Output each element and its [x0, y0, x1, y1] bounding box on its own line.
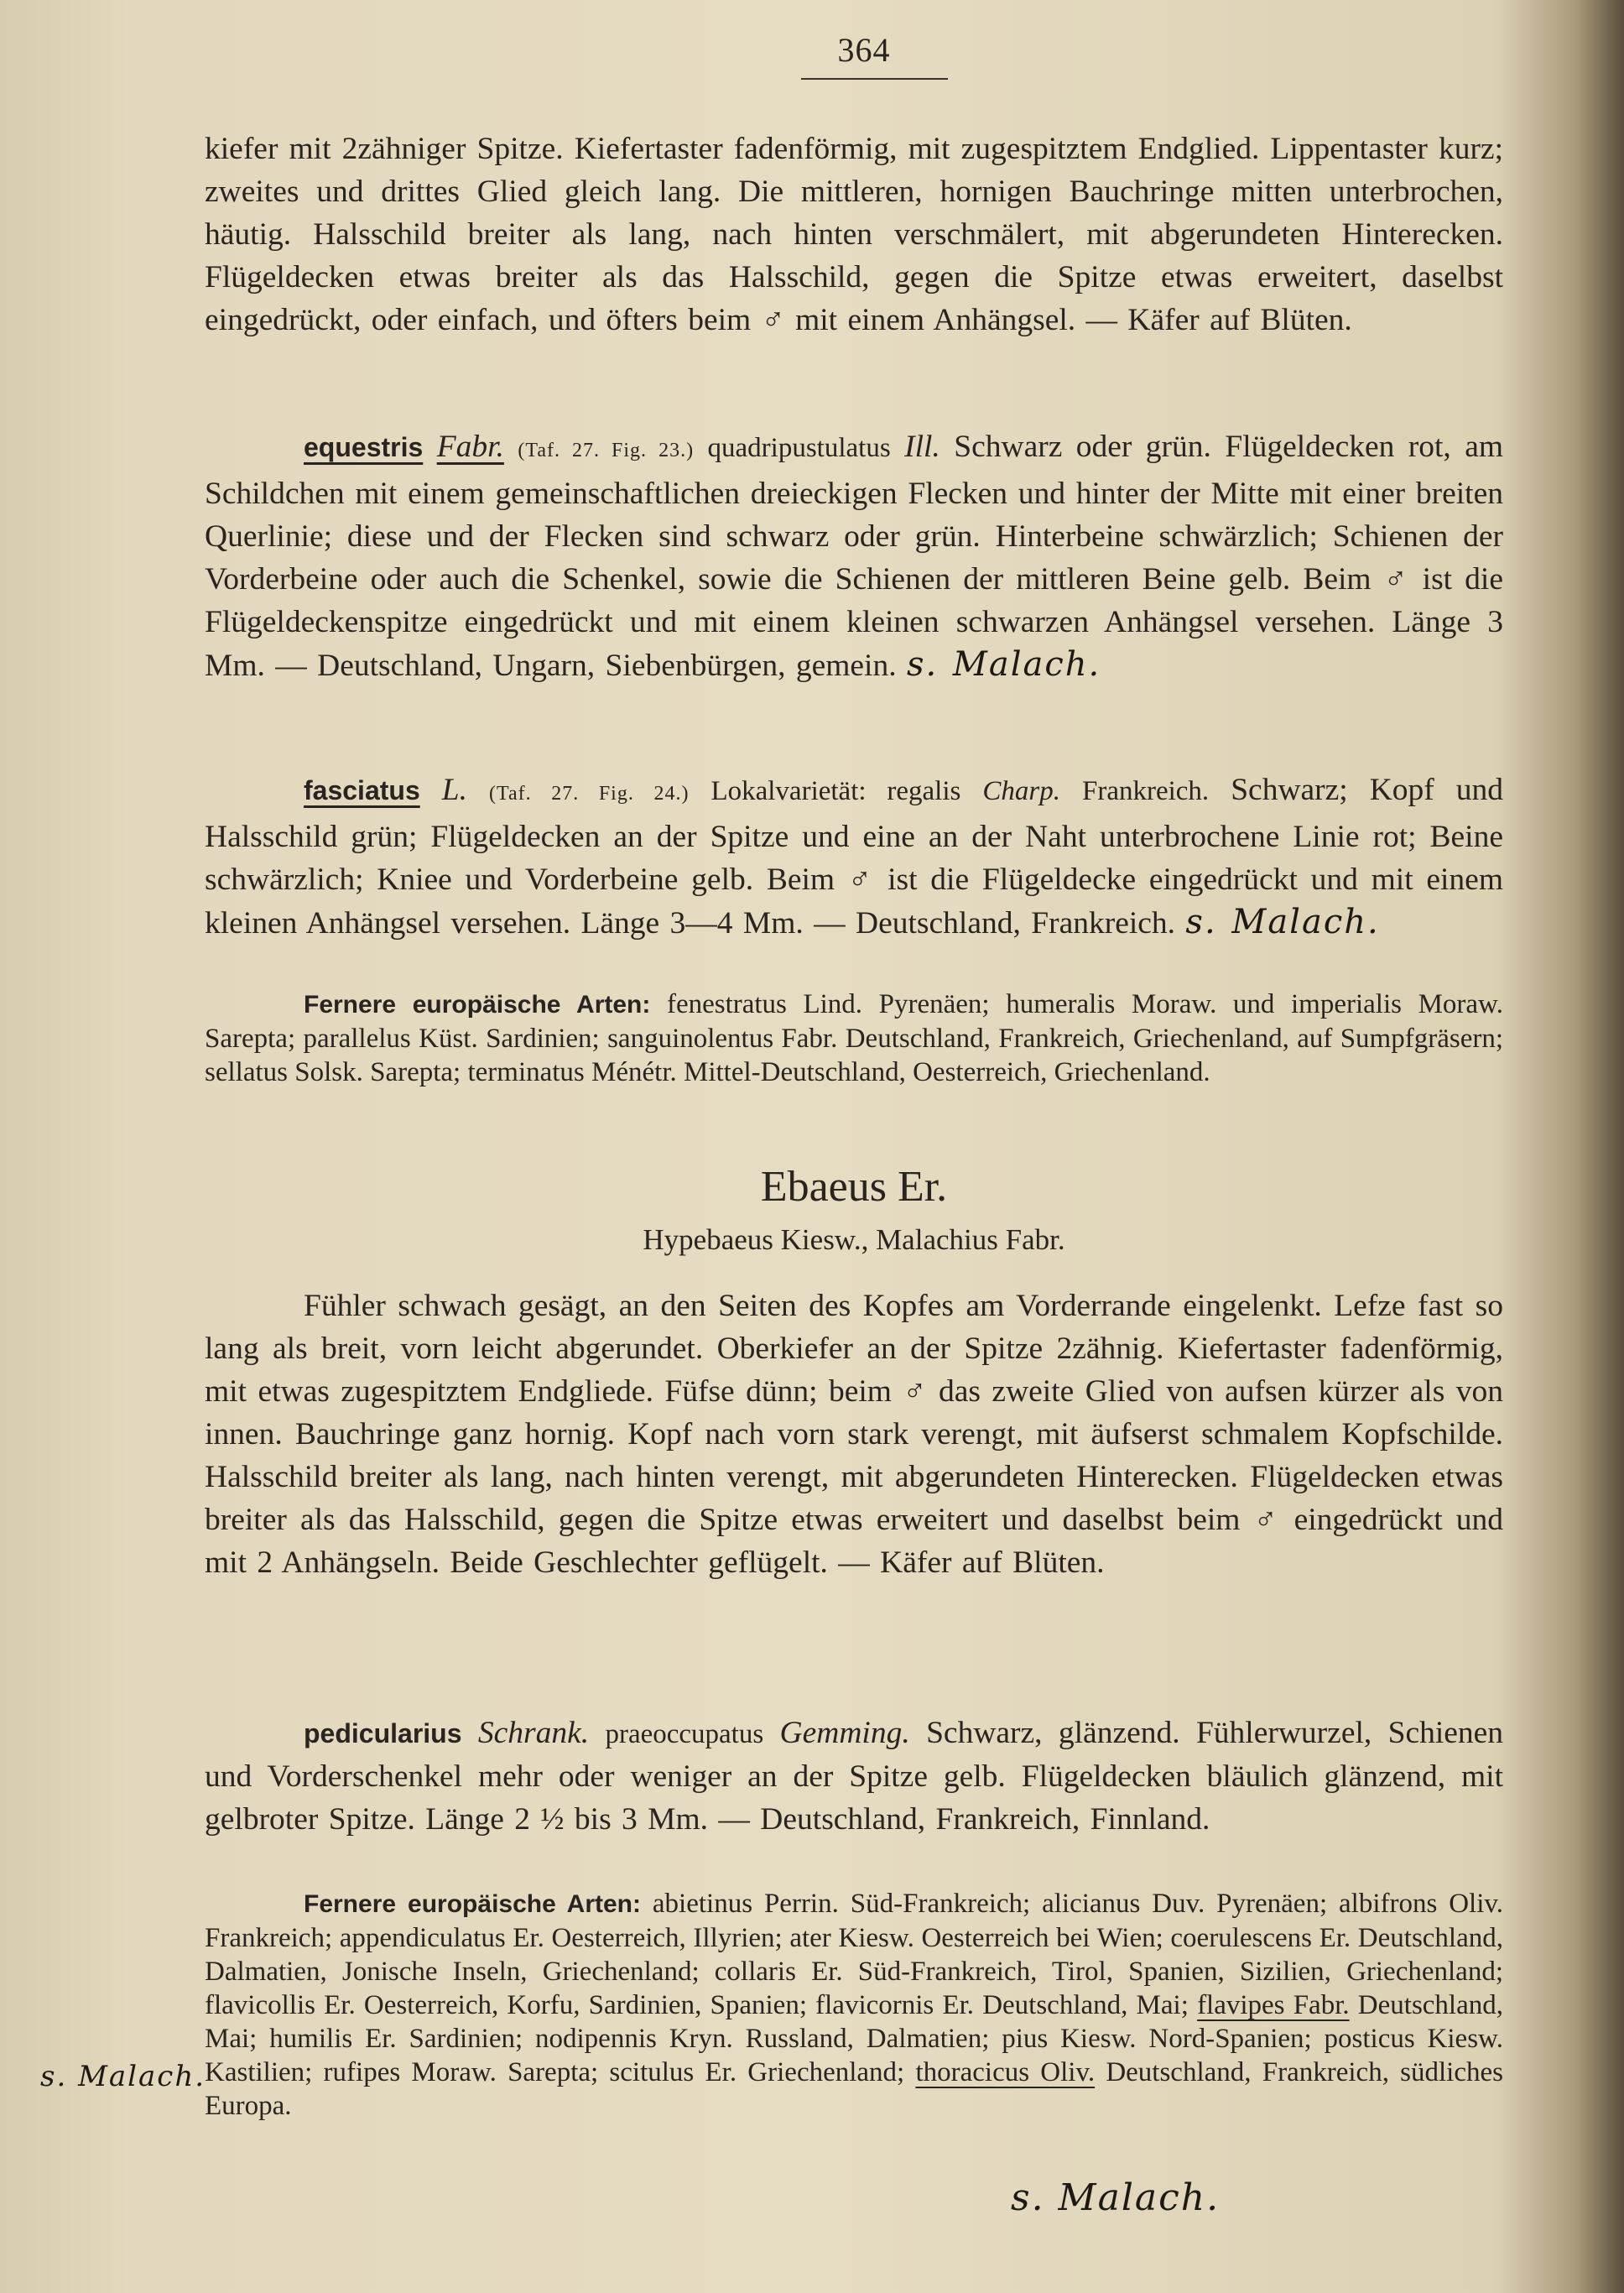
- genus-description: [205, 1285, 1503, 1584]
- handwritten-margin-note: s. Malach.: [40, 2060, 206, 2093]
- variety-location: Frankreich.: [1081, 776, 1210, 806]
- species-name: equestris: [304, 432, 424, 462]
- species-description: Schwarz; Kopf und Halsschild grün; Flügeldecken an der Spitze und eine an der Naht unterbrochene Linie rot; Beine schwärzlich; Kniee und Vorderbeine gelb. Beim ♂ ist die Flügeldecke eingedrückt und mit einem kleinen Anhängsel versehen. Länge 3—4 Mm. — Deutschland, Frankreich.: [205, 773, 1504, 941]
- variety-author: Charp.: [982, 776, 1060, 806]
- species-author: Fabr.: [436, 430, 504, 464]
- species-author: L.: [441, 773, 467, 807]
- underlined-species-thoracicus: thoracicus Oliv.: [915, 2057, 1096, 2087]
- genus-heading: Ebaeus Er.: [760, 1163, 948, 1211]
- other-species-list: fenestratus Lind. Pyrenäen; humeralis Moraw. und imperialis Moraw. Sarepta; parallelus Küst. Sardinien; sanguinolentus Fabr. Deutschland, Frankreich, Griechenland, auf Sumpfgräsern; sellatus Solsk. Sarepta; terminatus Ménétr. Mittel-Deutschland, Oesterreich, Griechenland.: [205, 989, 1503, 1087]
- variety-note: Lokalvarietät: regalis: [710, 776, 961, 806]
- other-species-list-cont: Deutschland, Mai; humilis Er. Sardinien; nodipennis Kryn. Russland, Dalmatien; pius Kiesw. Nord-Spanien; posticus Kiesw. Kastilien; rufipes Moraw. Sarepta; scitulus Er. Griechenland;: [205, 1990, 1503, 2087]
- other-species-1: [205, 988, 1503, 1089]
- species-name: pedicularius: [304, 1718, 462, 1748]
- handwritten-note: s. Malach.: [1185, 903, 1380, 941]
- handwritten-bottom-note: s. Malach.: [1011, 2176, 1221, 2219]
- plate-ref: (Taf. 27. Fig. 23.): [518, 440, 695, 461]
- species-author: Schrank.: [477, 1716, 590, 1750]
- other-species-2: [205, 1887, 1503, 2123]
- intro-paragraph: [205, 128, 1503, 341]
- synonym: praeoccupatus: [605, 1719, 764, 1749]
- genus-synonyms: Hypebaeus Kiesw., Malachius Fabr.: [643, 1223, 1065, 1256]
- genus-description-text: Fühler schwach gesägt, an den Seiten des Kopfes am Vorderrande eingelenkt. Lefze fast so lang als breit, vorn leicht abgerundet. Oberkiefer an der Spitze 2zähnig. Kiefertaster fadenförmig, mit etwas zugespitztem Endgliede. Füfse dünn; beim ♂ das zweite Glied von aufsen kürzer als von innen. Bauchringe ganz hornig. Kopf nach vorn stark verengt, mit äufserst schmalem Kopfschilde. Halsschild breiter als lang, nach hinten verengt, mit abgerundeten Hinterecken. Flügeldecken etwas breiter als das Halsschild, gegen die Spitze etwas erweitert und daselbst beim ♂ eingedrückt und mit 2 Anhängseln. Beide Geschlechter geflügelt. — Käfer auf Blüten.: [205, 1289, 1503, 1580]
- other-species-label: Fernere europäische Arten:: [304, 991, 651, 1019]
- handwritten-note: s. Malach.: [906, 645, 1101, 684]
- species-description: Schwarz, glänzend. Fühlerwurzel, Schienen und Vorderschenkel mehr oder weniger an der Spitze gelb. Flügeldecken bläulich glänzend, mit gelbroter Spitze. Länge 2 ½ bis 3 Mm. — Deutschland, Frankreich, Finnland.: [205, 1716, 1504, 1837]
- species-pedicularius: [205, 1712, 1503, 1841]
- other-species-label: Fernere europäische Arten:: [304, 1890, 641, 1918]
- other-species-list-end: Deutschland, Frankreich, südliches Europa.: [205, 2057, 1503, 2121]
- synonym: quadripustulatus: [707, 433, 891, 463]
- species-fasciatus: [205, 769, 1503, 945]
- other-species-list: abietinus Perrin. Süd-Frankreich; alicianus Duv. Pyrenäen; albifrons Oliv. Frankreich; appendiculatus Er. Oesterreich, Illyrien; ater Kiesw. Oesterreich bei Wien; coerulescens Er. Deutschland, Dalmatien, Jonische Inseln, Griechenland; collaris Er. Süd-Frankreich, Tirol, Spanien, Sizilien, Griechenland; flavicollis Er. Oesterreich, Korfu, Sardinien, Spanien; flavicornis Er. Deutschland, Mai;: [205, 1889, 1503, 2020]
- species-equestris: [205, 425, 1503, 687]
- species-name: fasciatus: [304, 775, 420, 805]
- plate-ref: (Taf. 27. Fig. 24.): [488, 783, 690, 805]
- genus-description-text: kiefer mit 2zähniger Spitze. Kiefertaster fadenförmig, mit zugespitztem Endglied. Lippentaster kurz; zweites und drittes Glied gleich lang. Die mittleren, hornigen Bauchringe mitten unterbrochen, häutig. Halsschild breiter als lang, nach hinten verschmälert, mit abgerundeten Hinterecken. Flügeldecken etwas breiter als das Halsschild, gegen die Spitze etwas erweitert, daselbst eingedrückt, oder einfach, und öfters beim ♂ mit einem Anhängsel. — Käfer auf Blüten.: [205, 132, 1503, 337]
- synonym-author: Gemming.: [779, 1716, 910, 1750]
- underlined-species-flavipes: flavipes Fabr.: [1197, 1990, 1350, 2020]
- species-description: Schwarz oder grün. Flügeldecken rot, am Schildchen mit einem gemeinschaftlichen dreieckigen Flecken und hinter der Mitte mit einer breiten Querlinie; diese und der Flecken sind schwarz oder grün. Hinterbeine schwärzlich; Schienen der Vorderbeine oder auch die Schenkel, sowie die Schienen der mittleren Beine gelb. Beim ♂ ist die Flügeldeckenspitze eingedrückt und mit einem kleinen schwarzen Anhängsel versehen. Länge 3 Mm. — Deutschland, Ungarn, Siebenbürgen, gemein.: [205, 430, 1504, 683]
- header-rule: [801, 78, 948, 80]
- synonym-author: Ill.: [904, 430, 940, 464]
- page-number: 364: [837, 31, 891, 69]
